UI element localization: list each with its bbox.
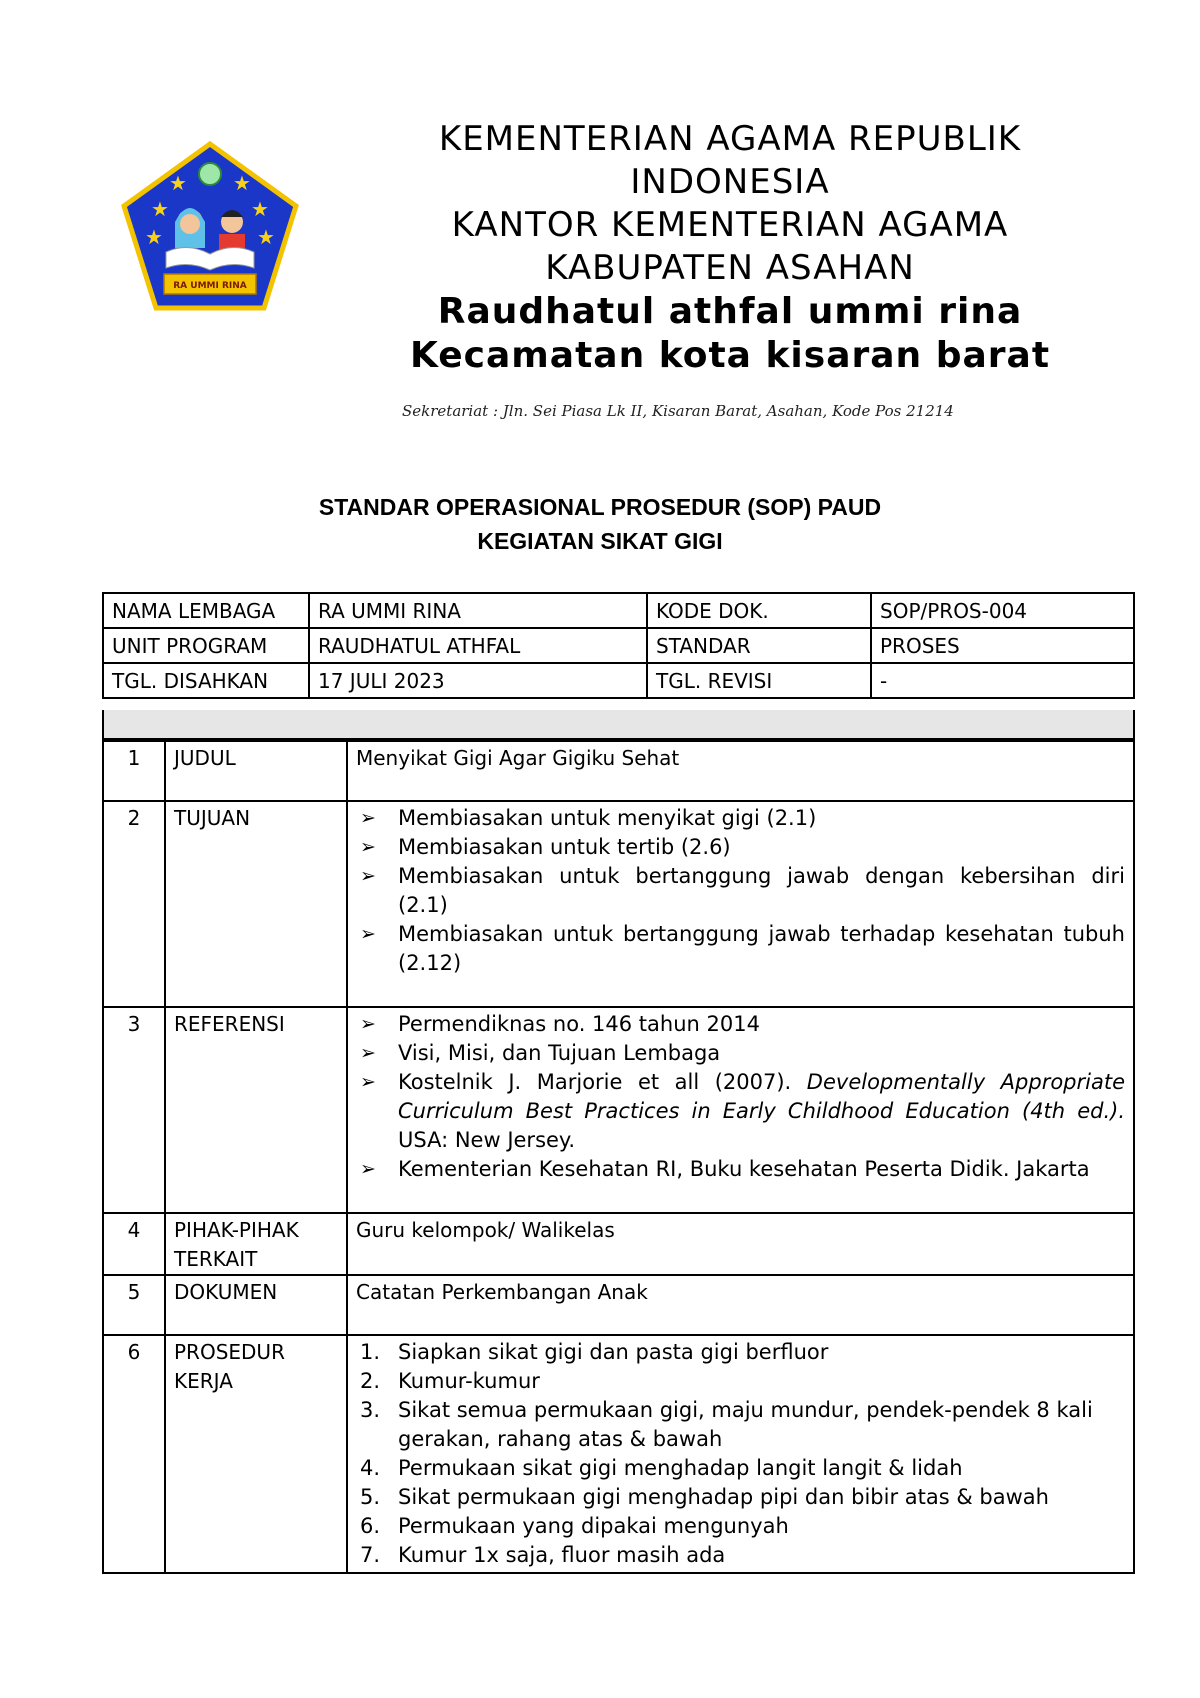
info-value: - [871,663,1134,698]
citation-place: USA: New Jersey. [398,1128,576,1152]
info-label: TGL. REVISI [647,663,871,698]
list-item: ➢ Kementerian Kesehatan RI, Buku kesehatan Peserta Didik. Jakarta [356,1155,1125,1184]
row-label: PIHAK-PIHAK TERKAIT [165,1213,347,1275]
list-item: 7. Kumur 1x saja, fluor masih ada [360,1543,726,1567]
list-item: ➢ Permendiknas no. 146 tahun 2014 [356,1010,1125,1039]
row-label: DOKUMEN [165,1275,347,1335]
doc-title-line-2: KEGIATAN SIKAT GIGI [477,528,723,554]
list-item: 4. Permukaan sikat gigi menghadap langit langit & lidah [360,1456,963,1480]
list-item: 3. Sikat semua permukaan gigi, maju mundur, pendek-pendek 8 kali gerakan, rahang atas & bawah [360,1398,1093,1451]
table-row [103,741,1134,801]
table-row [103,663,1134,698]
info-value: SOP/PROS-004 [871,593,1134,628]
institution-header [340,118,1120,378]
row-number: 3 [103,1007,165,1213]
header-line-3: KANTOR KEMENTERIAN AGAMA [451,205,1009,245]
citation-author: Kostelnik J. Marjorie et all (2007). [398,1070,792,1094]
list-item: 6. Permukaan yang dipakai mengunyah [360,1514,789,1538]
info-table [102,592,1135,699]
doc-title [0,490,1200,558]
list-item: ➢ Membiasakan untuk bertanggung jawab dengan kebersihan diri (2.1) [356,862,1125,920]
list-item: ➢ Membiasakan untuk tertib (2.6) [356,833,1125,862]
pihak-text: Guru kelompok/ Walikelas [347,1213,1134,1275]
info-value: RAUDHATUL ATHFAL [309,628,647,663]
citation-title: Developmentally Appropriate Curriculum Best Practices in Early Childhood Education (4th ed.). [398,1070,1125,1123]
svg-text:★: ★ [169,171,187,195]
row-label: REFERENSI [165,1007,347,1213]
table-row [103,593,1134,628]
referensi-cell [347,1007,1134,1213]
info-value: PROSES [871,628,1134,663]
table-row [103,1213,1134,1275]
svg-text:★: ★ [257,225,275,249]
info-value: 17 JULI 2023 [309,663,647,698]
header-line-1: KEMENTERIAN AGAMA REPUBLIK [438,119,1022,159]
judul-text: Menyikat Gigi Agar Gigiku Sehat [347,741,1134,801]
list-item: 5. Sikat permukaan gigi menghadap pipi dan bibir atas & bawah [360,1485,1049,1509]
info-label: NAMA LEMBAGA [103,593,309,628]
list-item: 2. Kumur-kumur [360,1369,540,1393]
header-line-2: INDONESIA [630,162,830,202]
row-number: 6 [103,1335,165,1573]
row-label: PROSEDUR KERJA [165,1335,347,1573]
school-name: Raudhatul athfal ummi rina [437,291,1023,332]
svg-text:★: ★ [145,225,163,249]
list-item [356,1068,1125,1155]
info-label: TGL. DISAHKAN [103,663,309,698]
list-item: ➢ Membiasakan untuk menyikat gigi (2.1) [356,804,1125,833]
list-item: ➢ Membiasakan untuk bertanggung jawab terhadap kesehatan tubuh (2.12) [356,920,1125,978]
row-number: 2 [103,801,165,1007]
separator-row [102,710,1135,740]
district-name: Kecamatan kota kisaran barat [409,335,1051,376]
info-value: RA UMMI RINA [309,593,647,628]
table-row [103,1335,1134,1573]
table-row [103,628,1134,663]
row-label: JUDUL [165,741,347,801]
row-label: TUJUAN [165,801,347,1007]
sop-table [102,740,1135,1574]
school-logo [120,140,300,312]
row-number: 4 [103,1213,165,1275]
logo-text: RA UMMI RINA [173,281,247,291]
table-row [103,1007,1134,1213]
row-number: 1 [103,741,165,801]
svg-text:★: ★ [251,197,269,221]
table-row [103,1275,1134,1335]
doc-title-line-1: STANDAR OPERASIONAL PROSEDUR (SOP) PAUD [318,494,882,520]
info-label: STANDAR [647,628,871,663]
dokumen-text: Catatan Perkembangan Anak [347,1275,1134,1335]
list-item: ➢ Visi, Misi, dan Tujuan Lembaga [356,1039,1125,1068]
tujuan-cell [347,801,1134,1007]
address: Sekretariat : Jln. Sei Piasa Lk II, Kisaran Barat, Asahan, Kode Pos 21214 [402,402,954,420]
svg-text:★: ★ [233,171,251,195]
list-item: 1. Siapkan sikat gigi dan pasta gigi berfluor [360,1340,829,1364]
svg-text:★: ★ [151,197,169,221]
info-label: KODE DOK. [647,593,871,628]
prosedur-cell [347,1335,1134,1573]
row-number: 5 [103,1275,165,1335]
header-line-4: KABUPATEN ASAHAN [545,248,915,288]
table-row [103,801,1134,1007]
info-label: UNIT PROGRAM [103,628,309,663]
